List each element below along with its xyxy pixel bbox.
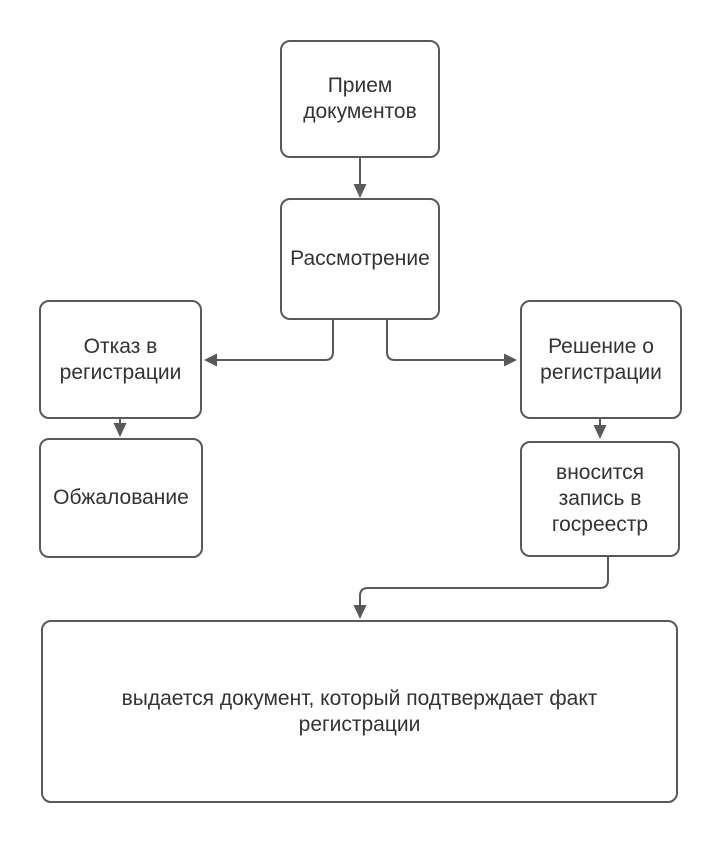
- edge-zapis-vydacha: [360, 557, 608, 605]
- node-label: Прием документов: [303, 74, 417, 123]
- node-label: Решение о регистрации: [540, 334, 662, 384]
- arrowhead-right-icon: [504, 354, 517, 367]
- node-label: Отказ в регистрации: [59, 334, 182, 384]
- node-zapis-v-gosreestr: [520, 441, 680, 557]
- node-obzhalovanie: [39, 438, 203, 558]
- edge-rassmotrenie-reshenie: [387, 320, 504, 360]
- node-vydacha-dokumenta: [41, 620, 678, 803]
- node-label: выдается документ, который подтверждает факт регистрации: [121, 686, 598, 736]
- node-rassmotrenie: [280, 198, 440, 320]
- arrowhead-down-icon: [594, 425, 607, 439]
- arrowhead-down-icon: [354, 184, 367, 198]
- node-priem-dokumentov: [280, 40, 440, 158]
- node-label: вносится запись в госреестр: [551, 461, 649, 536]
- node-reshenie-o-registracii: [520, 300, 682, 419]
- arrowhead-down-icon: [354, 605, 367, 619]
- arrowhead-down-icon: [114, 423, 127, 437]
- edge-rassmotrenie-otkaz: [217, 320, 333, 360]
- arrowhead-left-icon: [204, 354, 217, 367]
- node-otkaz-v-registracii: [39, 300, 202, 419]
- node-label: Рассмотрение: [290, 247, 430, 270]
- node-label: Обжалование: [53, 486, 189, 509]
